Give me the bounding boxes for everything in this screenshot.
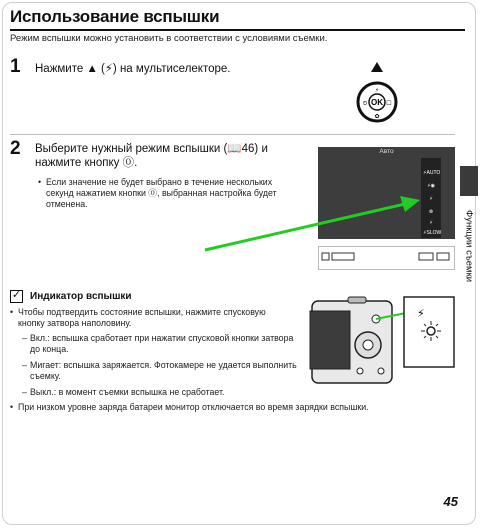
screen-title: Авто <box>379 148 394 155</box>
step-2-note-line2: секунд нажатием кнопки ⓪, выбранная настройка будет <box>46 188 277 198</box>
indicator-bullet1-line2: кнопку затвора наполовину. <box>18 318 132 328</box>
page-title: Использование вспышки <box>10 7 220 26</box>
svg-text:☐: ☐ <box>386 100 392 107</box>
page-subtitle: Режим вспышки можно установить в соответствии с условиями съемки. <box>10 33 328 44</box>
menu-item-rear: ⚡ <box>429 220 433 226</box>
step-1-text: Нажмите ▲ (⚡) на мультиселекторе. <box>35 63 231 75</box>
section-tab-marker <box>460 166 478 196</box>
step-2-number: 2 <box>10 138 21 159</box>
step-1-number: 1 <box>10 56 21 77</box>
section-tab-label: Функции съемки <box>463 209 475 283</box>
menu-item-auto: ⚡AUTO <box>423 170 441 176</box>
green-arrow-icon <box>200 192 425 254</box>
svg-text:OK: OK <box>371 98 383 107</box>
indicator-bullet1-line1: • Чтобы подтвердить состояние вспышки, нажмите спусковую <box>18 307 266 318</box>
step-2-line1: Выберите нужный режим вспышки (📖46) и <box>35 143 268 155</box>
page-number: 45 <box>443 494 458 509</box>
menu-item-fill: ⚡ <box>429 196 433 202</box>
flash-lamp-icon <box>427 327 435 335</box>
svg-text:⏲: ⏲ <box>362 100 368 107</box>
step-2-line2: нажмите кнопку ⓪. <box>35 157 138 169</box>
menu-item-slow: ⚡SLOW <box>423 230 442 236</box>
up-triangle-icon <box>371 62 383 72</box>
arrow-shaft <box>205 204 405 250</box>
multi-selector-icon <box>350 60 405 126</box>
indicator-sub1-line2: до конца. <box>30 344 69 354</box>
title-rule <box>10 29 465 31</box>
svg-text:⚡: ⚡ <box>374 87 380 94</box>
camera-back-illustration <box>306 291 456 397</box>
indicator-sub1-line1: – Вкл.: вспышка сработает при нажатии спусковой кнопки затвора <box>30 333 293 344</box>
indicator-sub2-line1: – Мигает: вспышка заряжается. Фотокамере не удается выполнить <box>30 360 297 371</box>
indicator-bullet2: • При низком уровне заряда батареи монитор отключается во время зарядки вспышки. <box>18 402 369 413</box>
svg-text:⚡: ⚡ <box>417 307 425 320</box>
indicator-heading: Индикатор вспышки <box>30 291 132 302</box>
menu-item-red-eye: ⚡◉ <box>427 183 435 189</box>
arrow-head <box>400 196 420 212</box>
menu-item-off: ⊗ <box>428 209 434 215</box>
step-2-note-line1: • Если значение не будет выбрано в течение нескольких <box>46 177 272 188</box>
svg-text:✿: ✿ <box>374 113 380 120</box>
step-2-note-line3: отменена. <box>46 199 88 209</box>
step-separator <box>10 134 455 135</box>
indicator-sub2-line2: съемку. <box>30 371 61 381</box>
indicator-sub3: – Выкл.: в момент съемки вспышка не сработает. <box>30 387 225 398</box>
check-icon: ✓ <box>11 289 22 301</box>
